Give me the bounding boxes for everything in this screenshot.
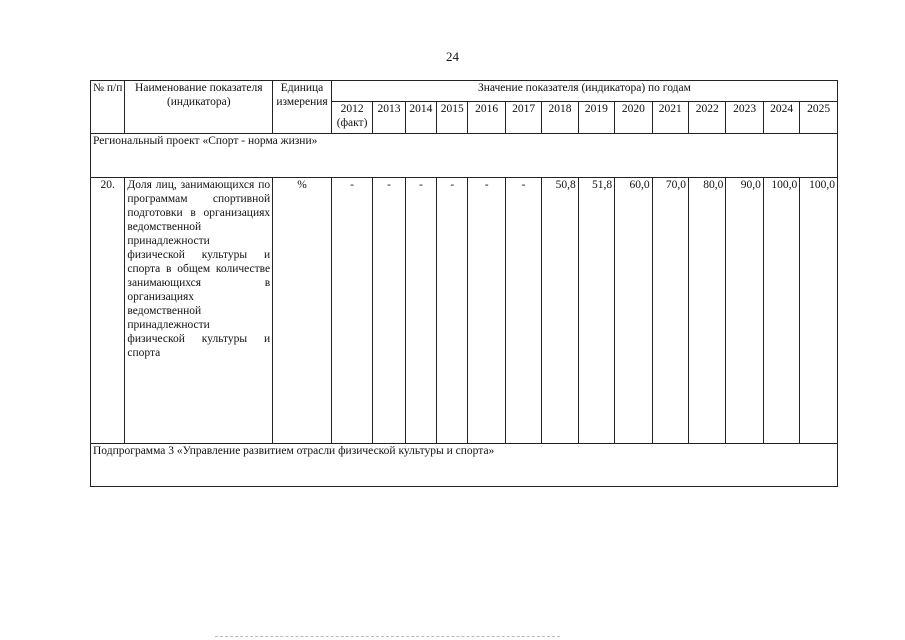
section-subprogram-row (91, 444, 838, 487)
value-cell: - (373, 178, 405, 444)
year-header: 2024 (763, 102, 799, 134)
header-name: Наименование показателя (индикатора) (125, 81, 273, 134)
value-cell: - (405, 178, 436, 444)
indicators-table (90, 80, 838, 487)
value-cell: - (331, 178, 372, 444)
value-cell: - (505, 178, 541, 444)
value-cell: 90,0 (726, 178, 763, 444)
section-subprogram-title: Подпрограмма 3 «Управление развитием отрасли физической культуры и спорта» (91, 444, 838, 487)
year-header: 2020 (615, 102, 652, 134)
row-name: Доля лиц, занимающихся по программам спортивной подготовки в организациях ведомственной принадлежности физической культуры и спорта в общем количестве занимающихся в организациях ведомственной принадлежности физической культуры и спорта (125, 178, 273, 444)
year-header: 2015 (437, 102, 468, 134)
year-header: 2019 (578, 102, 614, 134)
row-num: 20. (91, 178, 125, 444)
value-cell: 60,0 (615, 178, 652, 444)
value-cell: 50,8 (542, 178, 578, 444)
header-row (91, 81, 838, 102)
year-header: 2025 (800, 102, 838, 134)
year-header: 2018 (542, 102, 578, 134)
scan-artifact-line (215, 636, 560, 638)
header-num: № п/п (91, 81, 125, 134)
year-header: 2014 (405, 102, 436, 134)
value-cell: - (468, 178, 505, 444)
year-header: 2016 (468, 102, 505, 134)
page-number: 24 (446, 49, 459, 64)
year-header: 2022 (688, 102, 725, 134)
header-unit: Единица измерения (273, 81, 332, 134)
row-unit: % (273, 178, 332, 444)
year-2012: 2012 (факт) (331, 102, 372, 134)
value-cell: 100,0 (763, 178, 799, 444)
section-regional-row (91, 134, 838, 178)
value-cell: - (437, 178, 468, 444)
year-header: 2021 (652, 102, 688, 134)
header-values: Значение показателя (индикатора) по годам (331, 81, 837, 102)
table-row (91, 178, 838, 444)
section-regional-title: Региональный проект «Спорт - норма жизни» (91, 134, 838, 178)
value-cell: 51,8 (578, 178, 614, 444)
value-cell: 70,0 (652, 178, 688, 444)
year-header: 2017 (505, 102, 541, 134)
year-header: 2023 (726, 102, 763, 134)
year-header: 2013 (373, 102, 405, 134)
value-cell: 80,0 (688, 178, 725, 444)
value-cell: 100,0 (800, 178, 838, 444)
